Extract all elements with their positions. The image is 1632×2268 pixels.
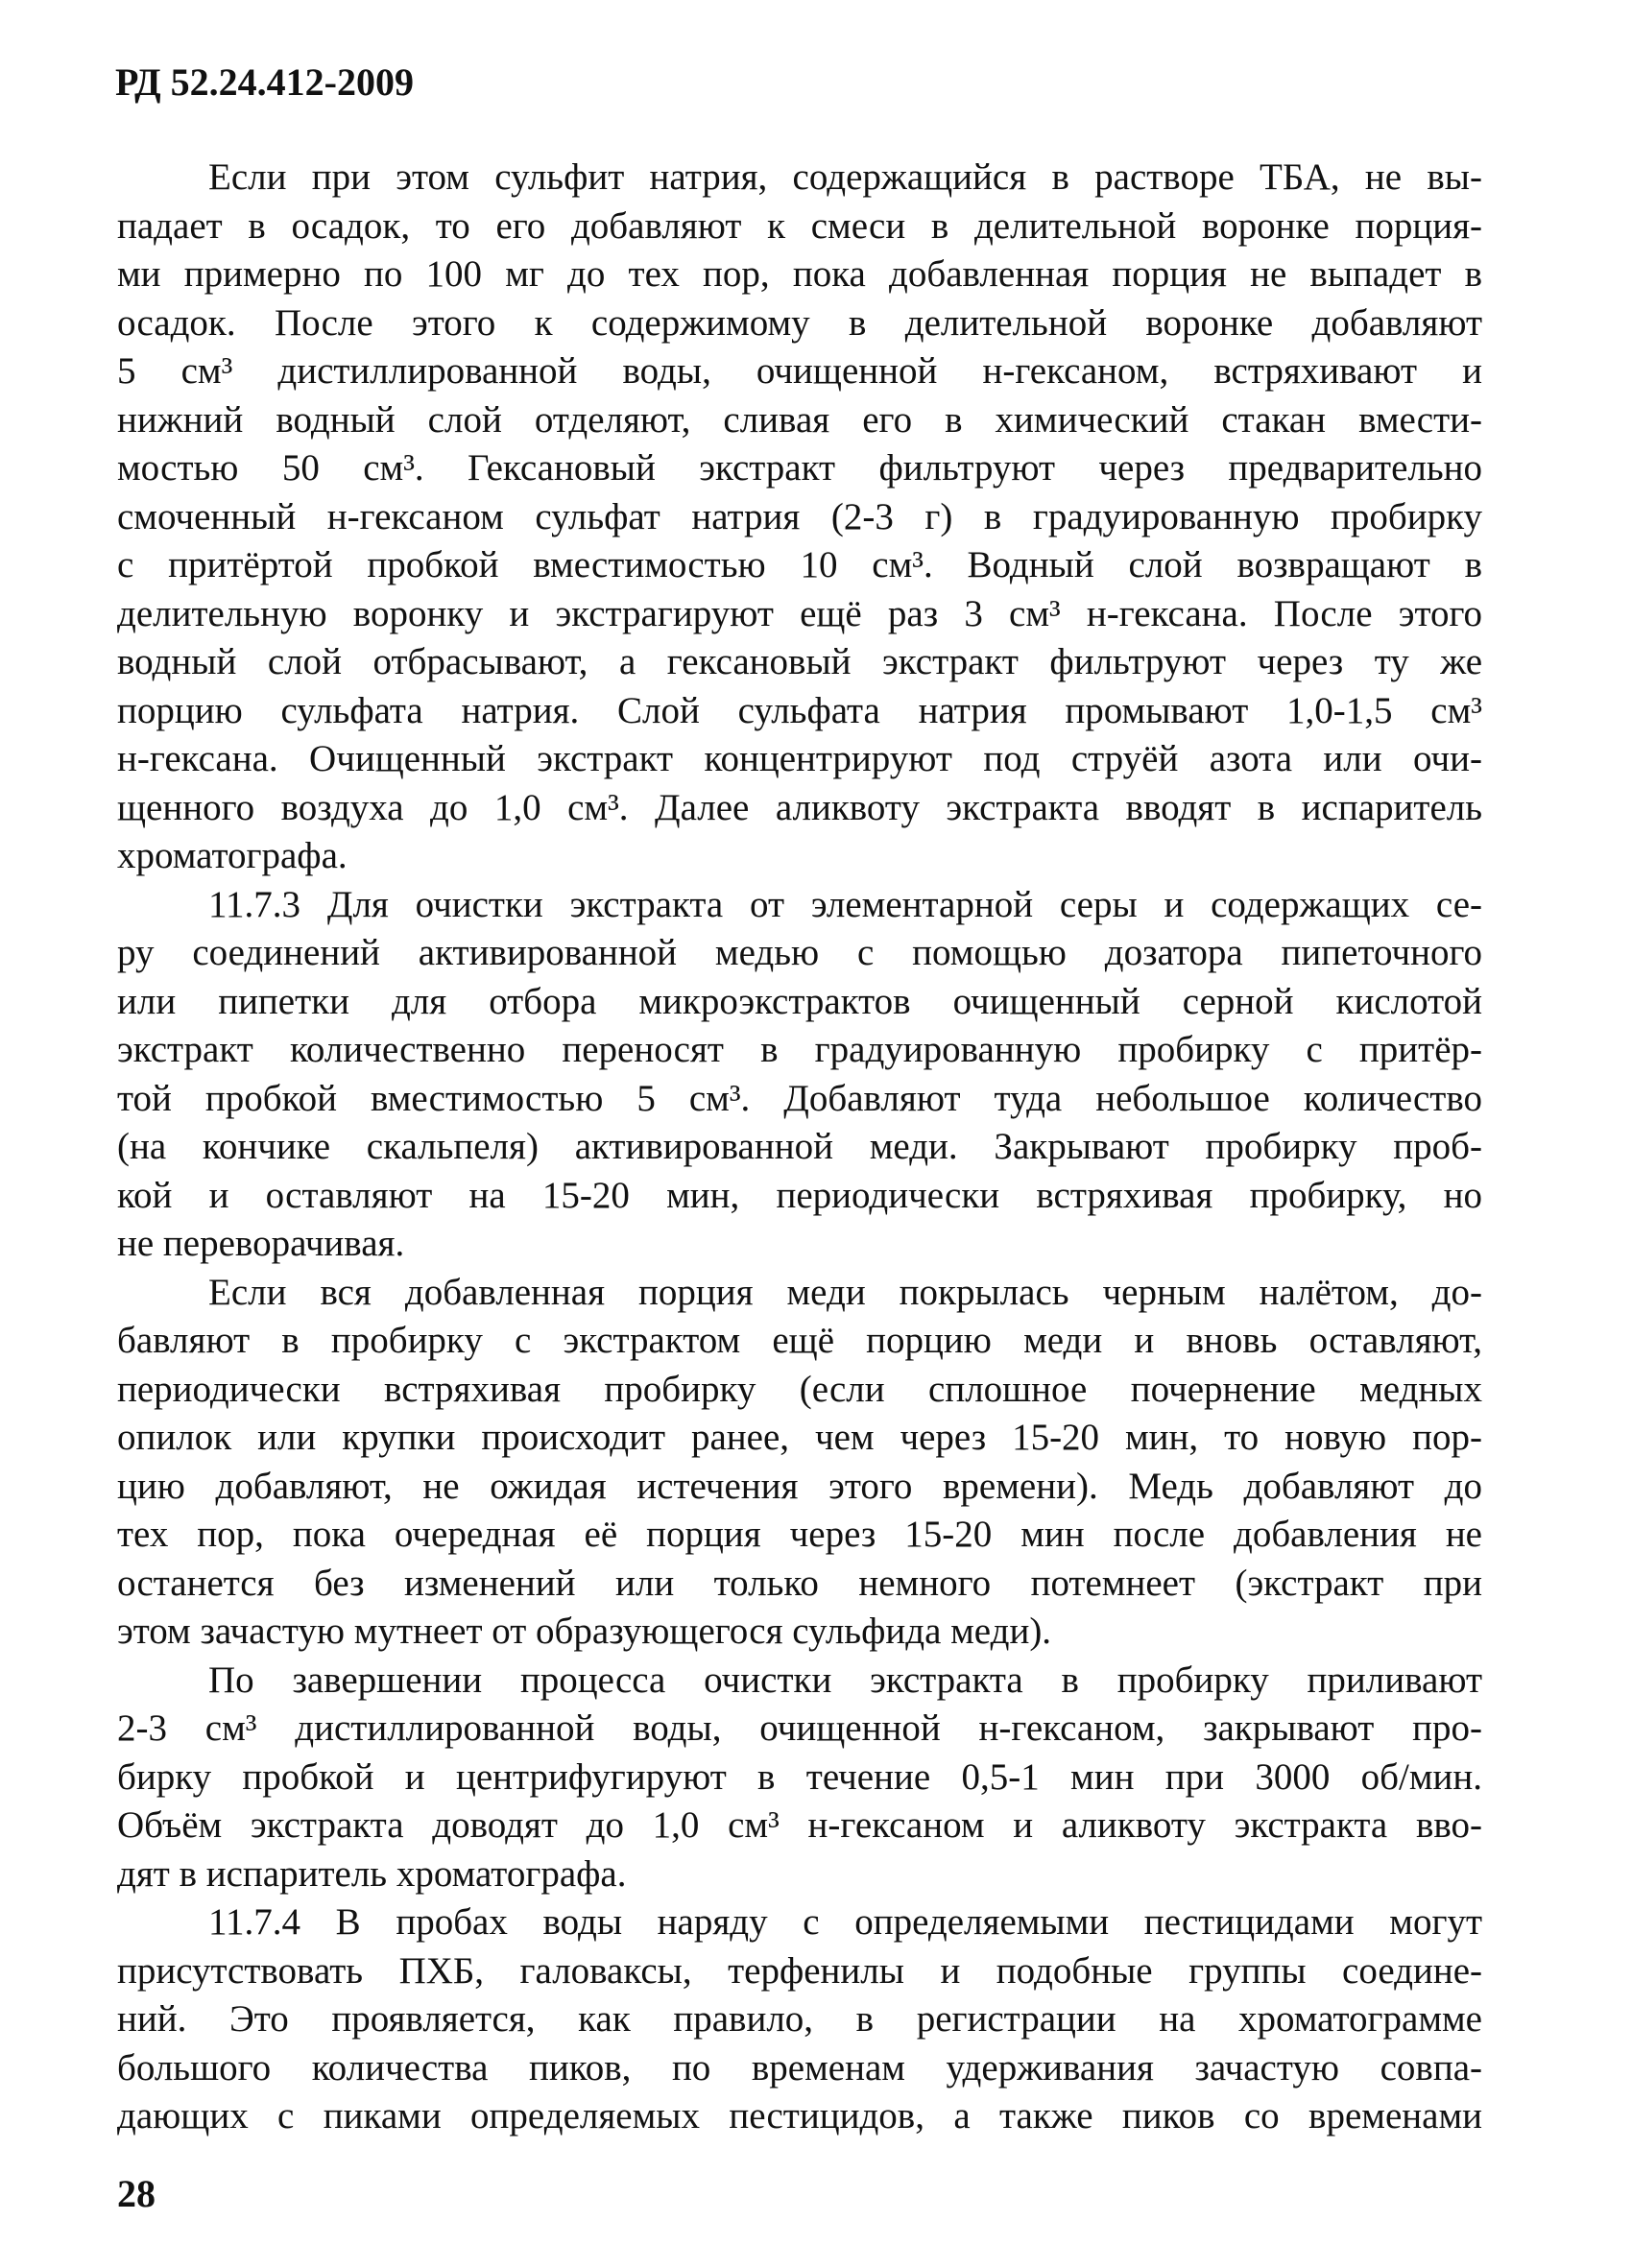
body-text [117,154,1482,2141]
text-line: хроматографа. [117,835,348,876]
text-line: дят в испаритель хроматографа. [117,1852,627,1895]
text-line: останется без изменений или только немного потемнеет (экстракт при [117,1562,1482,1604]
text-line: дающих с пиками определяемых пестицидов, а также пиков со временами [117,2095,1482,2137]
text-line: бирку пробкой и центрифугируют в течение 0,5-1 мин при 3000 об/мин. [117,1755,1482,1798]
text-line: 5 см³ дистиллированной воды, очищенной н-гексаном, встряхивают и [117,350,1482,392]
text-line: цию добавляют, не ожидая истечения этого времени). Медь добавляют до [117,1465,1482,1507]
text-line: ний. Это проявляется, как правило, в регистрации на хроматограмме [117,1998,1482,2040]
text-line: 11.7.3 Для очистки экстракта от элементарной серы и содержащих се- [208,883,1482,925]
text-line: нижний водный слой отделяют, сливая его в химический стакан вмести- [117,398,1482,441]
text-line: 11.7.4 В пробах воды наряду с определяемыми пестицидами могут [208,1901,1482,1943]
text-line: (на кончике скальпеля) активированной меди. Закрывают пробирку проб- [117,1126,1482,1167]
text-line: или пипетки для отбора микроэкстрактов очищенный серной кислотой [117,980,1482,1022]
text-line: делительную воронку и экстрагируют ещё раз 3 см³ н-гексана. После этого [117,592,1482,634]
text-line: не переворачивая. [117,1223,405,1264]
text-line: экстракт количественно переносят в градуированную пробирку с притёр- [117,1029,1482,1070]
text-line: той пробкой вместимостью 5 см³. Добавляют туда небольшое количество [117,1077,1482,1119]
text-line: мостью 50 см³. Гексановый экстракт фильтруют через предварительно [117,447,1482,489]
text-line: опилок или крупки происходит ранее, чем через 15-20 мин, то новую пор- [117,1417,1482,1458]
page-number: 28 [117,2172,156,2215]
text-line: осадок. После этого к содержимому в делительной воронке добавляют [117,301,1482,344]
text-line: Если вся добавленная порция меди покрылась черным налётом, до- [208,1271,1482,1313]
text-line: Если при этом сульфит натрия, содержащийся в растворе ТБА, не вы- [208,156,1482,198]
text-line: порцию сульфата натрия. Слой сульфата натрия промывают 1,0-1,5 см³ [117,689,1482,731]
text-line: бавляют в пробирку с экстрактом ещё порцию меди и вновь оставляют, [117,1320,1482,1361]
text-line: ру соединений активированной медью с помощью дозатора пипеточного [117,932,1482,973]
text-line: тех пор, пока очередная её порция через 15-20 мин после добавления не [117,1514,1482,1555]
text-line: падает в осадок, то его добавляют к смеси в делительной воронке порция- [117,204,1482,247]
text-line: смоченный н-гексаном сульфат натрия (2-3 г) в градуированную пробирку [117,495,1482,537]
text-line: большого количества пиков, по временам удерживания зачастую совпа- [117,2046,1482,2089]
text-line: кой и оставляют на 15-20 мин, периодически встряхивая пробирку, но [117,1174,1482,1216]
text-line: По завершении процесса очистки экстракта в пробирку приливают [208,1659,1482,1701]
text-line: щенного воздуха до 1,0 см³. Далее аликвоту экстракта вводят в испаритель [117,786,1482,828]
text-line: присутствовать ПХБ, галоваксы, терфенилы и подобные группы соедине- [117,1949,1482,1992]
text-line: водный слой отбрасывают, а гексановый экстракт фильтруют через ту же [117,641,1482,682]
text-line: н-гексана. Очищенный экстракт концентрируют под струёй азота или очи- [117,738,1482,779]
text-line: с притёртой пробкой вместимостью 10 см³. Водный слой возвращают в [117,544,1482,585]
text-line: 2-3 см³ дистиллированной воды, очищенной н-гексаном, закрывают про- [117,1707,1482,1749]
text-line: периодически встряхивая пробирку (если сплошное почернение медных [117,1368,1482,1410]
text-line: Объём экстракта доводят до 1,0 см³ н-гексаном и аликвоту экстракта вво- [117,1804,1482,1846]
text-line: ми примерно по 100 мг до тех пор, пока добавленная порция не выпадет в [117,253,1482,295]
document-code-header: РД 52.24.412-2009 [115,60,414,104]
text-line: этом зачастую мутнеет от образующегося сульфида меди). [117,1611,1052,1652]
